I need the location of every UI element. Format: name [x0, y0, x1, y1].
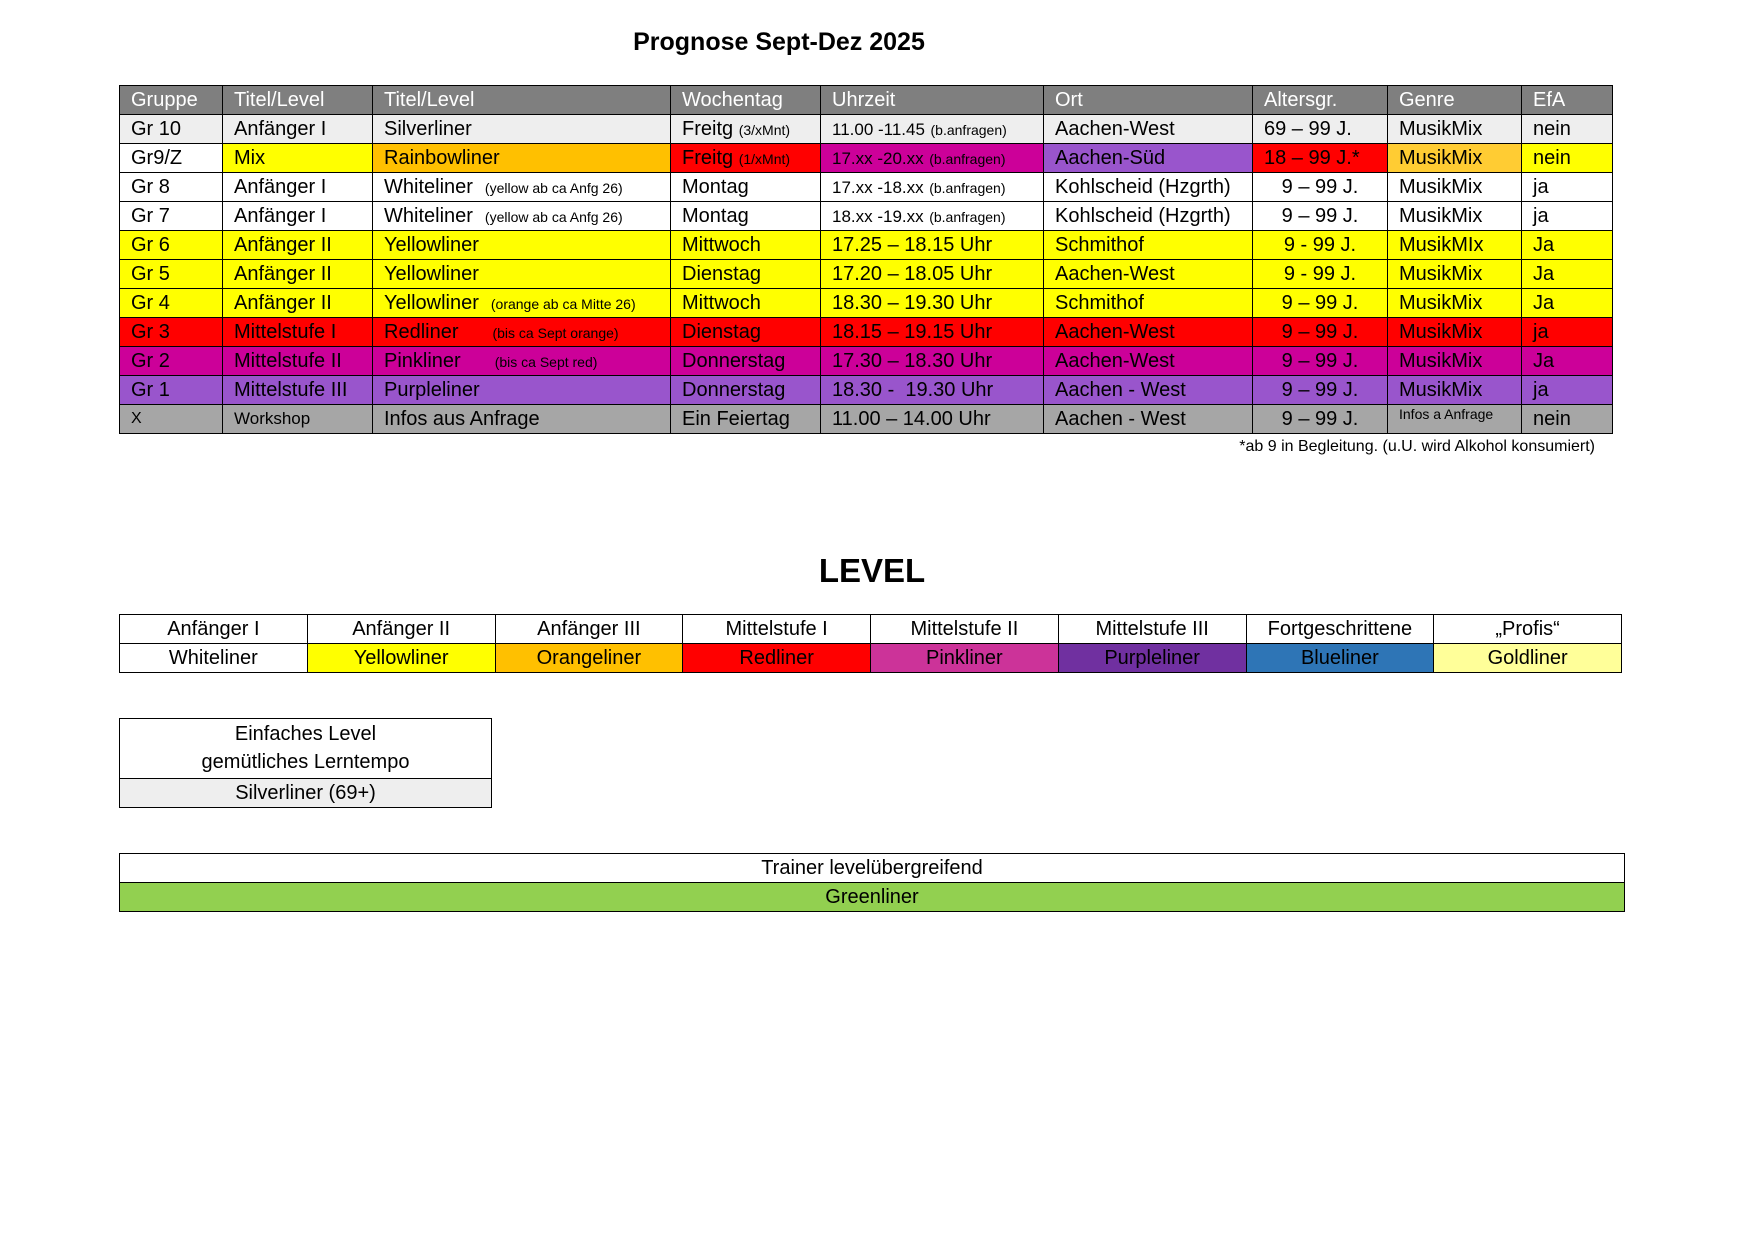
cell-ort: Aachen-Süd: [1044, 144, 1253, 173]
level-name: Mittelstufe I: [683, 615, 871, 644]
cell-efa: nein: [1522, 405, 1613, 434]
cell-gruppe: Gr 10: [120, 115, 223, 144]
cell-tag: [671, 173, 821, 202]
cell-gruppe: Gr9/Z: [120, 144, 223, 173]
cell-gruppe: Gr 2: [120, 347, 223, 376]
tag-text: Montag: [682, 175, 749, 198]
cell-tag: [671, 376, 821, 405]
cell-ort: Kohlscheid (Hzgrth): [1044, 173, 1253, 202]
cell-genre: MusikMix: [1388, 144, 1522, 173]
table-row: [120, 202, 1613, 231]
cell-zeit: [821, 115, 1044, 144]
cell-ort: Aachen-West: [1044, 318, 1253, 347]
cell-gruppe: Gr 8: [120, 173, 223, 202]
cell-efa: Ja: [1522, 289, 1613, 318]
table-row: [120, 260, 1613, 289]
cell-level: Anfänger I: [223, 173, 373, 202]
cell-zeit: [821, 289, 1044, 318]
liner-blue: Blueliner: [1246, 644, 1434, 673]
cell-tag: [671, 289, 821, 318]
cell-titel: [373, 376, 671, 405]
cell-alter: 9 – 99 J.: [1253, 405, 1388, 434]
cell-genre: MusikMix: [1388, 376, 1522, 405]
trainer-liner-row: [120, 883, 1625, 912]
tag-note: (1/xMnt): [738, 150, 791, 167]
cell-titel: [373, 347, 671, 376]
titel-text: Infos aus Anfrage: [384, 407, 540, 430]
zeit-note: (b.anfragen): [929, 179, 1006, 196]
cell-zeit: [821, 231, 1044, 260]
zeit-note: (b.anfragen): [930, 121, 1007, 138]
cell-titel: [373, 318, 671, 347]
table-row: [120, 347, 1613, 376]
zeit-text: 18.30 - 19.30 Uhr: [832, 378, 994, 401]
cell-gruppe: Gr 6: [120, 231, 223, 260]
cell-tag: [671, 231, 821, 260]
page-title: [0, 28, 1754, 57]
cell-genre: MusikMix: [1388, 347, 1522, 376]
schedule-table: [119, 85, 1613, 434]
cell-level: Anfänger I: [223, 202, 373, 231]
header-genre: Genre: [1388, 86, 1522, 115]
titel-note: (bis ca Sept red): [494, 353, 598, 370]
cell-tag: [671, 347, 821, 376]
cell-ort: Schmithof: [1044, 231, 1253, 260]
cell-genre: MusikMIx: [1388, 231, 1522, 260]
tag-text: Mittwoch: [682, 233, 761, 256]
level-names-row: [120, 615, 1622, 644]
cell-zeit: [821, 144, 1044, 173]
cell-level: Mittelstufe III: [223, 376, 373, 405]
cell-tag: [671, 318, 821, 347]
header-wochentag: Wochentag: [671, 86, 821, 115]
cell-alter: 9 – 99 J.: [1253, 376, 1388, 405]
level-name: Anfänger II: [307, 615, 495, 644]
cell-tag: [671, 115, 821, 144]
header-titel-level-1: Titel/Level: [223, 86, 373, 115]
cell-genre: MusikMix: [1388, 173, 1522, 202]
cell-level: Anfänger II: [223, 260, 373, 289]
cell-level: Anfänger I: [223, 115, 373, 144]
cell-level: Workshop: [223, 405, 373, 434]
simple-level-line1: Einfaches Level: [234, 723, 377, 745]
cell-alter: 9 – 99 J.: [1253, 289, 1388, 318]
cell-efa: Ja: [1522, 231, 1613, 260]
zeit-text: 17.25 – 18.15 Uhr: [832, 233, 993, 256]
cell-zeit: [821, 173, 1044, 202]
zeit-note: (b.anfragen): [929, 208, 1006, 225]
simple-level-line2: gemütliches Lerntempo: [201, 751, 410, 773]
cell-genre: MusikMix: [1388, 318, 1522, 347]
titel-text: Yellowliner: [384, 291, 479, 314]
liner-yellow: Yellowliner: [307, 644, 495, 673]
cell-titel: [373, 115, 671, 144]
level-liners-row: [120, 644, 1622, 673]
titel-text: Rainbowliner: [384, 146, 500, 169]
level-name: „Profis“: [1434, 615, 1622, 644]
footnote: *ab 9 in Begleitung. (u.U. wird Alkohol konsumiert): [1239, 438, 1595, 455]
titel-note: (orange ab ca Mitte 26): [490, 295, 636, 312]
header-altersgruppe: Altersgr.: [1253, 86, 1388, 115]
level-heading: [0, 552, 1754, 590]
cell-titel: [373, 231, 671, 260]
cell-ort: Aachen-West: [1044, 115, 1253, 144]
simple-level-desc-row: [120, 719, 492, 779]
cell-efa: ja: [1522, 173, 1613, 202]
table-row: [120, 405, 1613, 434]
zeit-text: 18.30 – 19.30 Uhr: [832, 291, 993, 314]
level-name: Anfänger I: [120, 615, 308, 644]
cell-genre: MusikMix: [1388, 260, 1522, 289]
cell-gruppe: Gr 3: [120, 318, 223, 347]
cell-gruppe: Gr 5: [120, 260, 223, 289]
titel-note: (yellow ab ca Anfg 26): [484, 208, 623, 225]
zeit-text: 17.30 – 18.30 Uhr: [832, 349, 993, 372]
cell-efa: Ja: [1522, 260, 1613, 289]
liner-orange: Orangeliner: [495, 644, 683, 673]
level-table: [119, 614, 1622, 673]
cell-gruppe: Gr 1: [120, 376, 223, 405]
liner-pink: Pinkliner: [871, 644, 1059, 673]
cell-ort: Kohlscheid (Hzgrth): [1044, 202, 1253, 231]
cell-zeit: [821, 202, 1044, 231]
simple-level-table: [119, 718, 492, 808]
level-name: Anfänger III: [495, 615, 683, 644]
cell-genre: MusikMix: [1388, 202, 1522, 231]
liner-white: Whiteliner: [120, 644, 308, 673]
cell-titel: [373, 289, 671, 318]
titel-note: (bis ca Sept orange): [492, 324, 619, 341]
zeit-text: 18.15 – 19.15 Uhr: [832, 320, 993, 343]
table-row: [120, 144, 1613, 173]
cell-titel: [373, 405, 671, 434]
schedule-header-row: [120, 86, 1613, 115]
cell-tag: [671, 260, 821, 289]
tag-text: Donnerstag: [682, 378, 786, 401]
cell-zeit: [821, 318, 1044, 347]
cell-tag: [671, 202, 821, 231]
cell-zeit: [821, 376, 1044, 405]
titel-text: Pinkliner: [384, 349, 461, 372]
cell-alter: 69 – 99 J.: [1253, 115, 1388, 144]
tag-note: (3/xMnt): [738, 121, 791, 138]
cell-titel: [373, 202, 671, 231]
liner-purple: Purpleliner: [1058, 644, 1246, 673]
cell-alter: 9 - 99 J.: [1253, 260, 1388, 289]
table-row: [120, 115, 1613, 144]
liner-red: Redliner: [683, 644, 871, 673]
page-title-text: Prognose Sept-Dez 2025: [633, 28, 925, 56]
cell-efa: ja: [1522, 318, 1613, 347]
cell-alter: 9 - 99 J.: [1253, 231, 1388, 260]
cell-level: Mittelstufe II: [223, 347, 373, 376]
titel-text: Purpleliner: [384, 378, 480, 401]
cell-alter: 9 – 99 J.: [1253, 347, 1388, 376]
cell-efa: nein: [1522, 144, 1613, 173]
trainer-label-row: [120, 854, 1625, 883]
tag-text: Dienstag: [682, 262, 761, 285]
cell-zeit: [821, 405, 1044, 434]
cell-gruppe: Gr 7: [120, 202, 223, 231]
zeit-text: 11.00 -11.45: [832, 119, 925, 139]
cell-alter: 9 – 99 J.: [1253, 173, 1388, 202]
header-titel-level-2: Titel/Level: [373, 86, 671, 115]
trainer-table: [119, 853, 1625, 912]
cell-zeit: [821, 260, 1044, 289]
cell-efa: Ja: [1522, 347, 1613, 376]
cell-alter: 18 – 99 J.*: [1253, 144, 1388, 173]
greenliner-cell: Greenliner: [120, 883, 1625, 912]
cell-alter: 9 – 99 J.: [1253, 202, 1388, 231]
simple-level-liner-row: [120, 779, 492, 808]
titel-text: Yellowliner: [384, 233, 479, 256]
zeit-text: 11.00 – 14.00 Uhr: [832, 407, 991, 430]
trainer-label: Trainer levelübergreifend: [120, 854, 1625, 883]
cell-ort: Aachen-West: [1044, 260, 1253, 289]
cell-ort: Aachen-West: [1044, 347, 1253, 376]
table-row: [120, 289, 1613, 318]
cell-genre: MusikMix: [1388, 289, 1522, 318]
header-gruppe: Gruppe: [120, 86, 223, 115]
tag-text: Freitg: [682, 146, 734, 169]
cell-tag: [671, 405, 821, 434]
tag-text: Donnerstag: [682, 349, 786, 372]
header-efa: EfA: [1522, 86, 1613, 115]
cell-gruppe: Gr 4: [120, 289, 223, 318]
table-row: [120, 376, 1613, 405]
cell-genre: MusikMix: [1388, 115, 1522, 144]
zeit-text: 18.xx -19.xx: [832, 206, 924, 226]
table-row: [120, 173, 1613, 202]
titel-text: Silverliner: [384, 117, 472, 140]
header-uhrzeit: Uhrzeit: [821, 86, 1044, 115]
cell-gruppe: X: [120, 405, 223, 434]
tag-text: Mittwoch: [682, 291, 761, 314]
cell-titel: [373, 144, 671, 173]
cell-genre: Infos a Anfrage: [1388, 405, 1522, 434]
titel-text: Whiteliner: [384, 204, 473, 227]
cell-ort: Schmithof: [1044, 289, 1253, 318]
zeit-text: 17.20 – 18.05 Uhr: [832, 262, 993, 285]
cell-level: Mittelstufe I: [223, 318, 373, 347]
cell-tag: [671, 144, 821, 173]
cell-efa: nein: [1522, 115, 1613, 144]
level-name: Fortgeschrittene: [1246, 615, 1434, 644]
cell-alter: 9 – 99 J.: [1253, 318, 1388, 347]
cell-level: Mix: [223, 144, 373, 173]
titel-text: Whiteliner: [384, 175, 473, 198]
cell-efa: ja: [1522, 202, 1613, 231]
cell-zeit: [821, 347, 1044, 376]
header-ort: Ort: [1044, 86, 1253, 115]
titel-text: Yellowliner: [384, 262, 479, 285]
simple-level-desc: [120, 719, 492, 779]
table-row: [120, 231, 1613, 260]
table-row: [120, 318, 1613, 347]
titel-note: (yellow ab ca Anfg 26): [484, 179, 623, 196]
level-name: Mittelstufe II: [871, 615, 1059, 644]
cell-efa: ja: [1522, 376, 1613, 405]
silverliner-cell: Silverliner (69+): [120, 779, 492, 808]
tag-text: Dienstag: [682, 320, 761, 343]
cell-ort: Aachen - West: [1044, 376, 1253, 405]
zeit-text: 17.xx -18.xx: [832, 177, 924, 197]
liner-gold: Goldliner: [1434, 644, 1622, 673]
cell-titel: [373, 260, 671, 289]
zeit-note: (b.anfragen): [929, 150, 1006, 167]
level-name: Mittelstufe III: [1058, 615, 1246, 644]
tag-text: Freitg: [682, 117, 734, 140]
level-heading-text: LEVEL: [818, 552, 926, 589]
cell-level: Anfänger II: [223, 231, 373, 260]
cell-titel: [373, 173, 671, 202]
tag-text: Montag: [682, 204, 749, 227]
titel-text: Redliner: [384, 320, 459, 343]
tag-text: Ein Feiertag: [682, 407, 790, 430]
zeit-text: 17.xx -20.xx: [832, 148, 924, 168]
cell-level: Anfänger II: [223, 289, 373, 318]
cell-ort: Aachen - West: [1044, 405, 1253, 434]
